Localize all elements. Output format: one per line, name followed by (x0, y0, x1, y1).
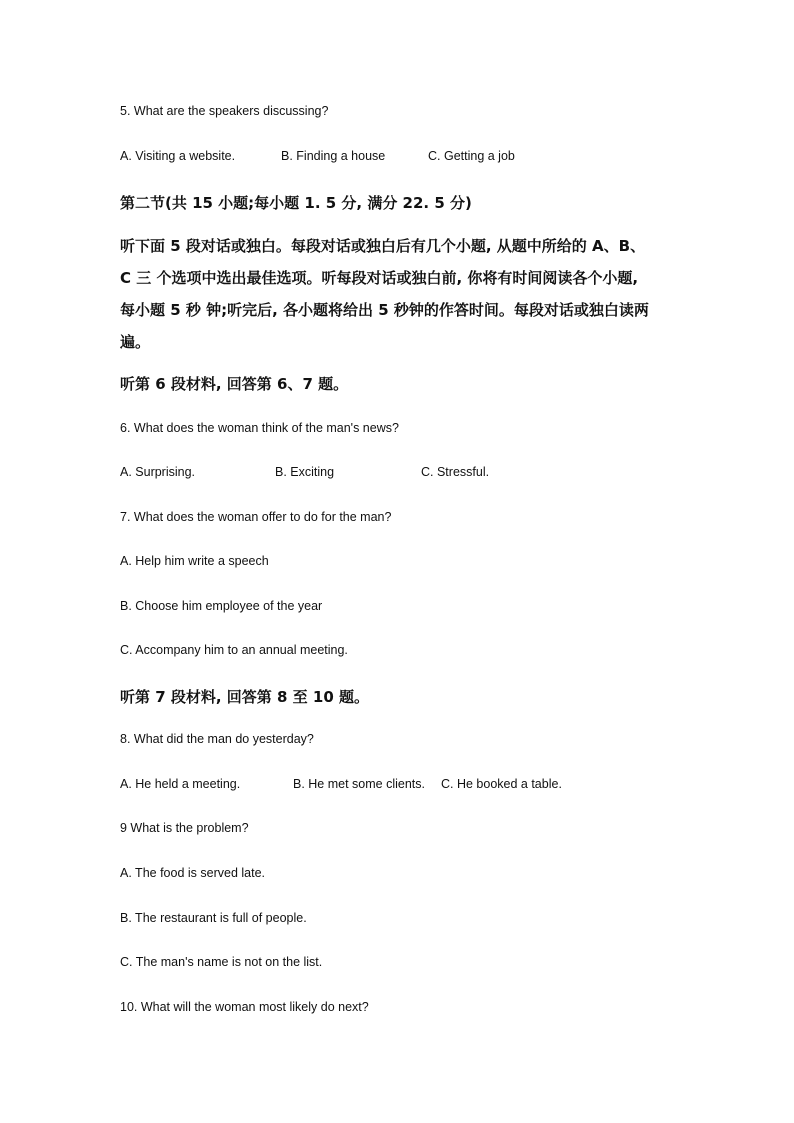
section-title: 第二节(共 15 小题;每小题 1. 5 分, 满分 22. 5 分) (120, 194, 472, 212)
question-8-options (120, 777, 680, 795)
instruction-line: 每小题 5 秒 钟;听完后, 各小题将给出 5 秒钟的作答时间。每段对话或独白读两 (120, 301, 649, 319)
material-7-heading: 听第 7 段材料, 回答第 8 至 10 题。 (120, 688, 370, 706)
question-6: 6. What does the woman think of the man's news? (120, 421, 399, 435)
option-a: A. The food is served late. (120, 866, 265, 880)
question-10: 10. What will the woman most likely do next? (120, 1000, 369, 1014)
question-9: 9 What is the problem? (120, 821, 249, 835)
question-5: 5. What are the speakers discussing? (120, 104, 329, 118)
option-c: C. Getting a job (428, 149, 515, 163)
option-b: B. Finding a house (281, 149, 386, 163)
option-c: C. Accompany him to an annual meeting. (120, 643, 348, 657)
option-b: B. Choose him employee of the year (120, 599, 323, 613)
option-a: A. Help him write a speech (120, 554, 269, 568)
material-6-heading: 听第 6 段材料, 回答第 6、7 题。 (120, 375, 349, 393)
instruction-line: C 三 个选项中选出最佳选项。听每段对话或独白前, 你将有时间阅读各个小题, (120, 269, 639, 287)
option-b: B. Exciting (275, 465, 335, 479)
option-c: C. He booked a table. (441, 777, 562, 791)
question-5-options (120, 149, 680, 167)
option-a: A. Surprising. (120, 465, 196, 479)
option-b: B. He met some clients. (293, 777, 425, 791)
question-8: 8. What did the man do yesterday? (120, 732, 314, 746)
question-7: 7. What does the woman offer to do for the man? (120, 510, 392, 524)
option-a: A. Visiting a website. (120, 149, 236, 163)
option-c: C. Stressful. (421, 465, 490, 479)
option-c: C. The man's name is not on the list. (120, 955, 323, 969)
section-instructions (120, 230, 680, 358)
instruction-line: 听下面 5 段对话或独白。每段对话或独白后有几个小题, 从题中所给的 A、B、 (120, 237, 646, 255)
instruction-line: 遍。 (120, 333, 151, 351)
option-b: B. The restaurant is full of people. (120, 911, 307, 925)
option-a: A. He held a meeting. (120, 777, 241, 791)
question-6-options (120, 465, 680, 483)
